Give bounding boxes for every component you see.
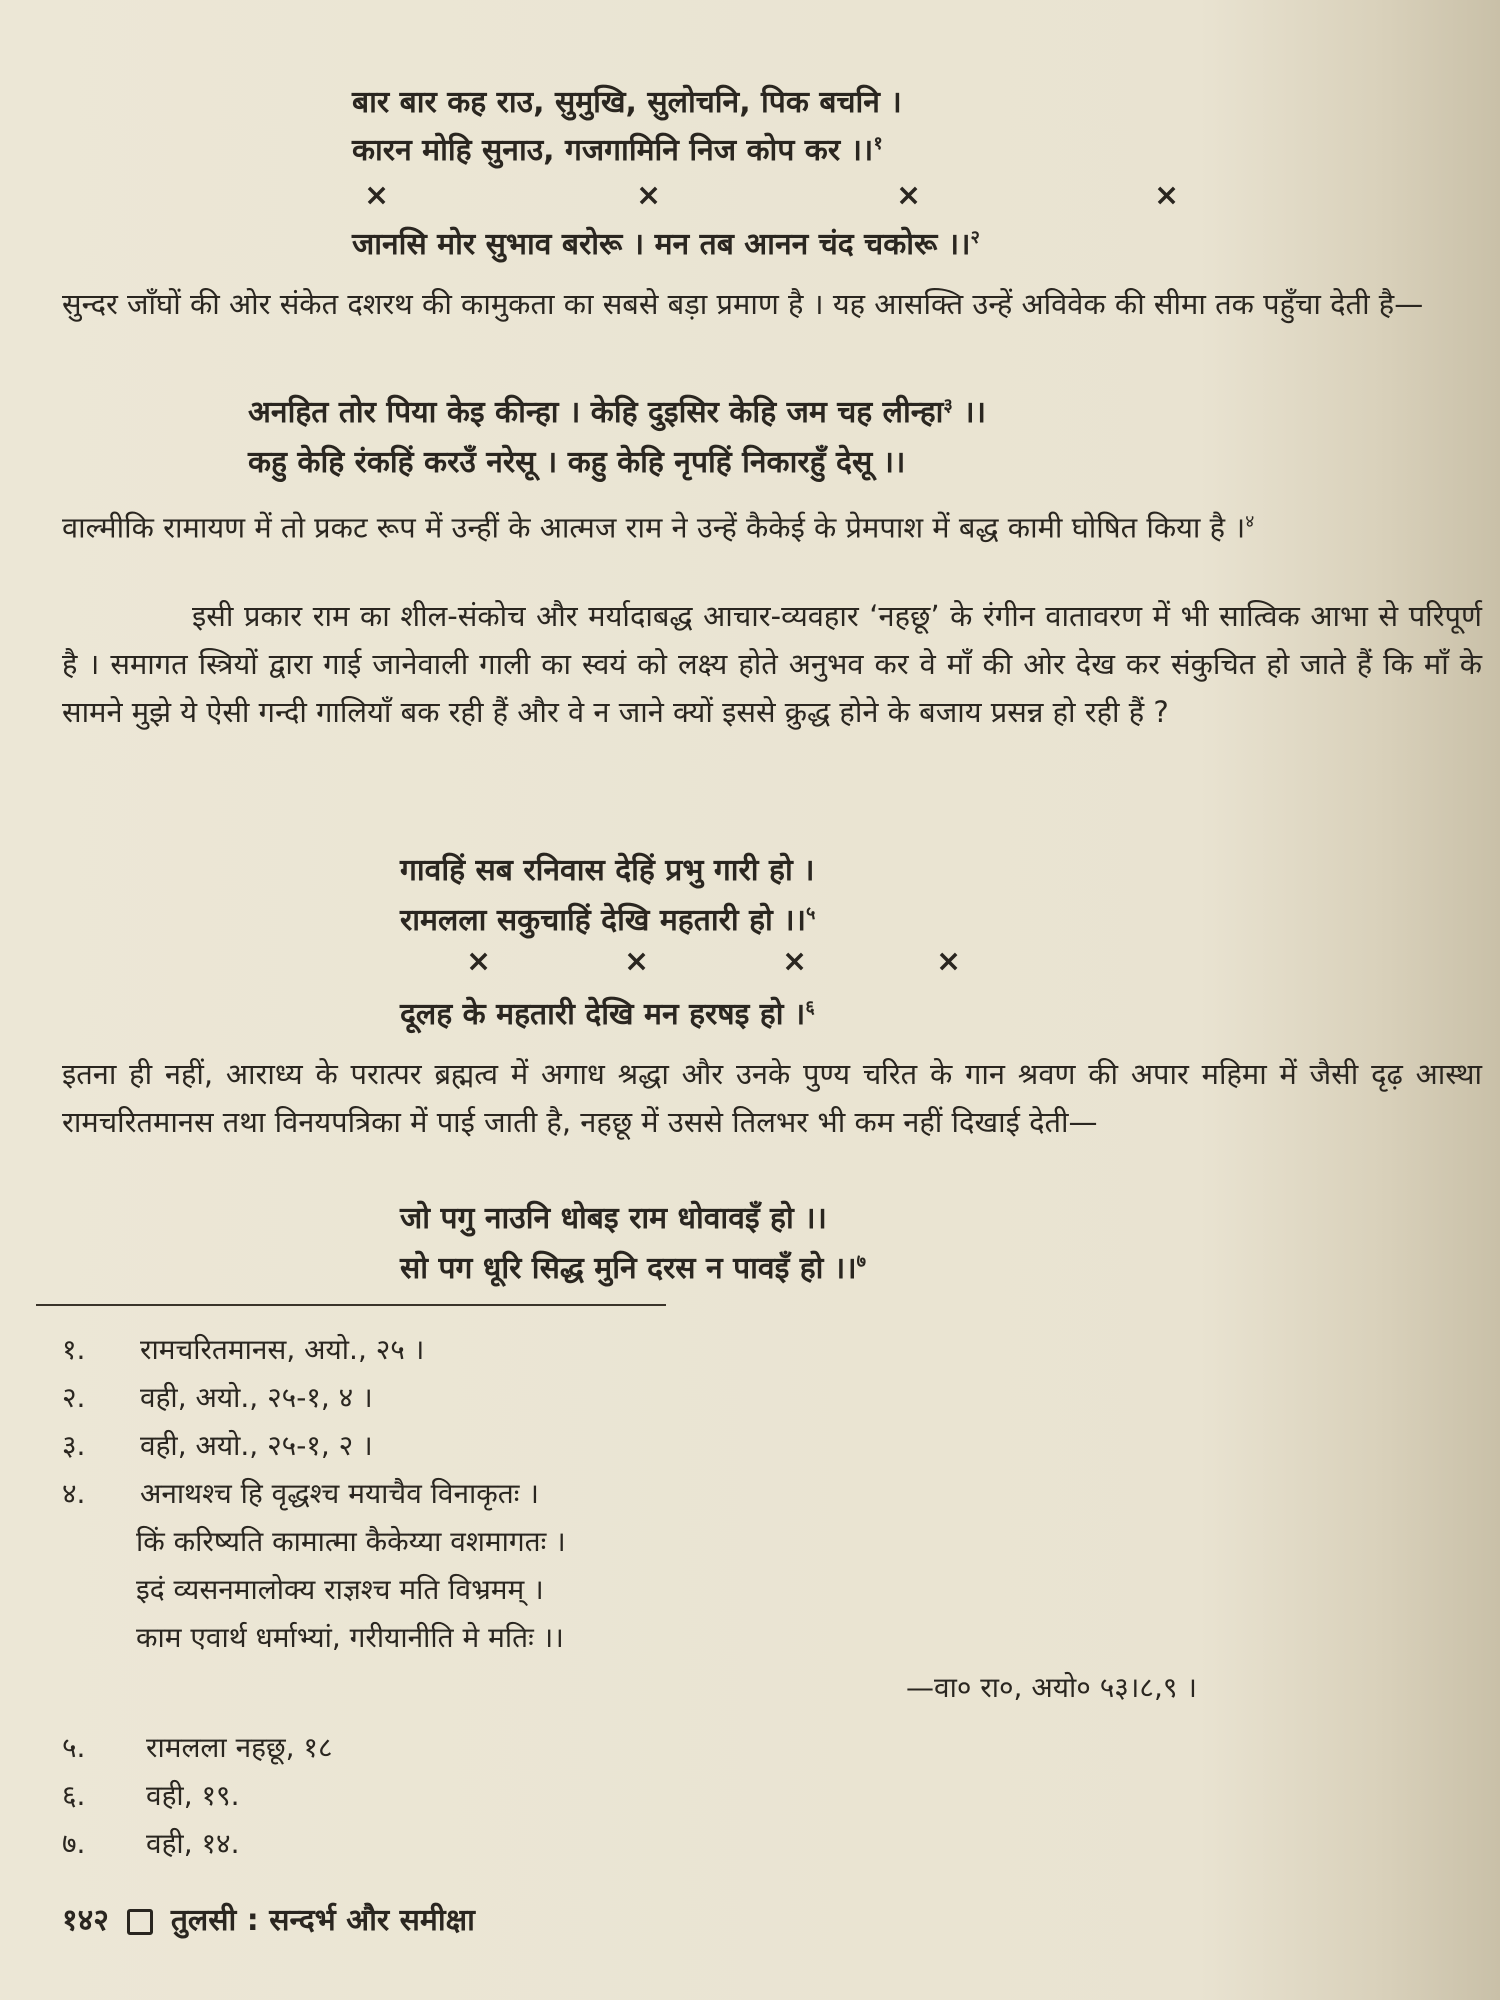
- footnote-source: —वा० रा०, अयो० ५३।८,९ ।: [906, 1671, 1197, 1704]
- footnote-rule: [36, 1304, 666, 1306]
- paragraph: सुन्दर जाँघों की ओर संकेत दशरथ की कामुकता का सबसे बड़ा प्रमाण है । यह आसक्ति उन्हें अविवेक की सीमा तक पहुँचा देती है—: [62, 287, 1424, 321]
- book-title: तुलसी : सन्दर्भ और समीक्षा: [170, 1903, 475, 1938]
- verse-line: गावहिं सब रनिवास देहिं प्रभु गारी हो ।: [400, 853, 815, 888]
- footnote-text: अनाथश्च हि वृद्धश्च मयाचैव विनाकृतः ।: [140, 1477, 539, 1510]
- separator-mark: ×: [896, 178, 922, 213]
- footnote-text: वही, १९.: [146, 1779, 240, 1812]
- separator-mark: ×: [936, 944, 962, 979]
- verse-line: कारन मोहि सुनाउ, गजगामिनि निज कोप कर ।।$^१$: [352, 133, 883, 168]
- page-number: १४२: [62, 1903, 109, 1938]
- verse-line: जो पगु नाउनि धोबइ राम धोवावइँ हो ।।: [400, 1201, 827, 1236]
- footnote-number: ३.: [62, 1429, 86, 1462]
- separator-mark: ×: [624, 944, 650, 979]
- footnote-number: ७.: [62, 1827, 86, 1860]
- square-ornament-icon: [127, 1909, 153, 1935]
- footnote-number: १.: [62, 1333, 86, 1366]
- verse-line: सो पग धूरि सिद्ध मुनि दरस न पावइँ हो ।।$^७$: [400, 1251, 867, 1286]
- verse-line: जानसि मोर सुभाव बरोरू । मन तब आनन चंद चकोरू ।।$^२$: [352, 227, 980, 262]
- separator-mark: ×: [364, 178, 390, 213]
- verse-line: रामलला सकुचाहिं देखि महतारी हो ।।$^५$: [400, 903, 816, 938]
- paragraph: इसी प्रकार राम का शील-संकोच और मर्यादाबद्ध आचार-व्यवहार ‘नहछू’ के रंगीन वातावरण में भी सात्विक आभा से परिपूर्ण है । समागत स्त्रियों द्वारा गाई जानेवाली गाली का स्वयं को लक्ष्य होते अनुभव कर वे माँ की ओर देख कर संकुचित हो जाते हैं कि माँ के सामने मुझे ये ऐसी गन्दी गालियाँ बक रही हैं और वे न जाने क्यों इससे क्रुद्ध होने के बजाय प्रसन्न हो रही हैं ?: [62, 599, 1482, 729]
- separator-mark: ×: [466, 944, 492, 979]
- footnote-number: ५.: [62, 1731, 86, 1764]
- footnote-text: रामचरितमानस, अयो., २५ ।: [140, 1333, 425, 1366]
- footnote-verse: काम एवार्थ धर्माभ्यां, गरीयानीति मे मतिः ।।: [136, 1621, 564, 1654]
- paragraph: वाल्मीकि रामायण में तो प्रकट रूप में उन्हीं के आत्मज राम ने उन्हें कैकेई के प्रेमपाश में बद्ध कामी घोषित किया है ।$^४$: [62, 510, 1255, 545]
- verse-line: बार बार कह राउ, सुमुखि, सुलोचनि, पिक बचनि ।: [352, 85, 902, 120]
- separator-mark: ×: [1154, 178, 1180, 213]
- footnote-text: वही, अयो., २५-१, २ ।: [140, 1429, 373, 1462]
- verse-line: अनहित तोर पिया केइ कीन्हा । केहि दुइसिर केहि जम चह लीन्हा$^३$ ।।: [248, 395, 986, 430]
- verse-line: दूलह के महतारी देखि मन हरषइ हो ।$^६$: [400, 997, 815, 1032]
- footnote-verse: किं करिष्यति कामात्मा कैकेय्या वशमागतः ।: [136, 1525, 566, 1558]
- footnote-number: ४.: [62, 1477, 86, 1510]
- paragraph: इतना ही नहीं, आराध्य के परात्पर ब्रह्मत्व में अगाध श्रद्धा और उनके पुण्य चरित के गान श्रवण की अपार महिमा में जैसी दृढ़ आस्था रामचरितमानस तथा विनयपत्रिका में पाई जाती है, नहछू में उससे तिलभर भी कम नहीं दिखाई देती—: [62, 1057, 1482, 1139]
- footnote-number: २.: [62, 1381, 86, 1414]
- footnote-number: ६.: [62, 1779, 86, 1812]
- verse-line: कहु केहि रंकहिं करउँ नरेसू । कहु केहि नृपहिं निकारहुँ देसू ।।: [248, 445, 906, 480]
- page-footer: [62, 1898, 475, 1939]
- footnote-verse: इदं व्यसनमालोक्य राज्ञश्च मति विभ्रमम् ।: [136, 1573, 544, 1606]
- footnote-text: वही, १४.: [146, 1827, 240, 1860]
- footnote-text: रामलला नहछू, १८: [146, 1731, 333, 1764]
- footnote-text: वही, अयो., २५-१, ४ ।: [140, 1381, 373, 1414]
- separator-mark: ×: [636, 178, 662, 213]
- separator-mark: ×: [782, 944, 808, 979]
